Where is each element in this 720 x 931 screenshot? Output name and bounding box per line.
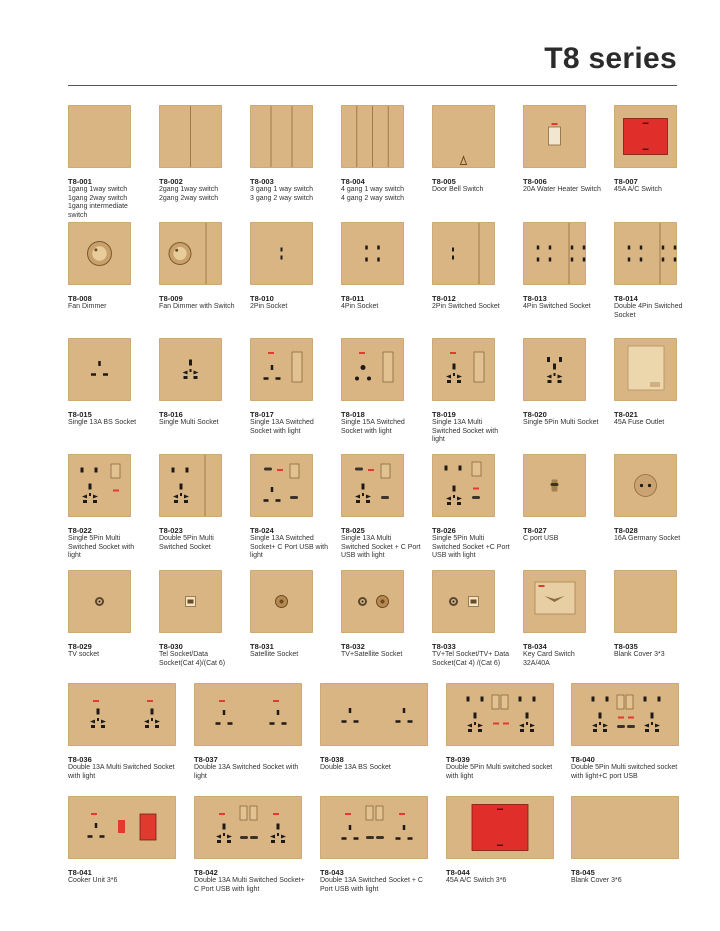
product-card xyxy=(159,570,226,679)
product-description: Double 13A BS Socket xyxy=(320,764,391,771)
product-card xyxy=(341,222,404,331)
product-face-icon xyxy=(446,683,554,746)
product-face-icon xyxy=(194,796,302,859)
product-face-icon xyxy=(571,683,679,746)
product-face-icon xyxy=(341,454,404,517)
product-description: TV+Tel Socket/TV+ Data Socket(Cat 4) /(Cat 6) xyxy=(432,651,510,667)
product-description: Double 5Pin Multi switched socket with light xyxy=(446,764,553,780)
product-description: Double 13A Multi Switched Socket+ C Port USB with light xyxy=(194,877,305,893)
product-description: Double 5Pin Multi Switched Socket xyxy=(159,535,214,551)
product-code: T8-014 xyxy=(614,294,638,303)
product-face-icon xyxy=(68,454,131,517)
product-code: T8-003 xyxy=(250,177,274,186)
product-card xyxy=(341,570,404,679)
product-face-icon xyxy=(159,570,222,633)
product-code: T8-031 xyxy=(250,642,274,651)
product-code: T8-044 xyxy=(446,868,470,877)
product-face-icon xyxy=(250,222,313,285)
product-description: 2gang 1way switch 2gang 2way switch xyxy=(159,186,219,202)
product-code: T8-043 xyxy=(320,868,344,877)
product-description: 20A Water Heater Switch xyxy=(523,186,601,193)
product-code: T8-033 xyxy=(432,642,456,651)
product-code: T8-005 xyxy=(432,177,456,186)
product-card xyxy=(432,105,495,214)
product-card xyxy=(523,105,601,214)
product-code: T8-024 xyxy=(250,526,274,535)
product-code: T8-015 xyxy=(68,410,92,419)
product-code: T8-029 xyxy=(68,642,92,651)
product-code: T8-022 xyxy=(68,526,92,535)
product-card xyxy=(341,454,421,563)
product-code: T8-040 xyxy=(571,755,595,764)
product-face-icon xyxy=(250,338,313,401)
product-description: 45A A/C Switch xyxy=(614,186,662,193)
page-title: T8 series xyxy=(544,42,677,75)
product-code: T8-002 xyxy=(159,177,183,186)
product-card xyxy=(614,222,683,331)
product-code: T8-042 xyxy=(194,868,218,877)
product-description: Single 13A Switched Socket+ C Port USB with light xyxy=(250,535,329,559)
product-card xyxy=(432,570,510,679)
product-card xyxy=(446,796,554,905)
product-face-icon xyxy=(432,454,495,517)
product-face-icon xyxy=(250,105,313,168)
product-card xyxy=(432,338,499,447)
product-face-icon xyxy=(68,338,131,401)
product-description: 1gang 1way switch 1gang 2way switch 1gang intermediate switch xyxy=(68,186,128,219)
product-card xyxy=(523,338,599,447)
product-description: Single 13A Multi Switched Socket with light xyxy=(432,419,499,443)
product-code: T8-011 xyxy=(341,294,365,303)
product-face-icon xyxy=(159,222,222,285)
product-card xyxy=(523,222,591,331)
product-face-icon xyxy=(194,683,302,746)
product-code: T8-027 xyxy=(523,526,547,535)
product-card xyxy=(159,105,222,214)
product-card xyxy=(614,105,677,214)
product-description: Single 13A BS Socket xyxy=(68,419,137,426)
product-card xyxy=(68,222,131,331)
product-card xyxy=(250,105,313,214)
product-code: T8-001 xyxy=(68,177,92,186)
product-face-icon xyxy=(68,222,131,285)
product-card xyxy=(320,796,428,905)
product-code: T8-017 xyxy=(250,410,274,419)
title-divider xyxy=(68,85,677,86)
product-code: T8-028 xyxy=(614,526,638,535)
product-face-icon xyxy=(614,570,677,633)
product-description: 45A A/C Switch 3*6 xyxy=(446,877,507,884)
product-code: T8-013 xyxy=(523,294,547,303)
product-description: Tel Socket/Data Socket(Cat 4)/(Cat 6) xyxy=(159,651,226,667)
product-card xyxy=(446,683,554,792)
product-code: T8-008 xyxy=(68,294,92,303)
product-face-icon xyxy=(614,454,677,517)
product-card xyxy=(614,454,681,563)
product-card xyxy=(614,570,677,679)
product-card xyxy=(341,105,404,214)
product-face-icon xyxy=(446,796,554,859)
product-card xyxy=(250,570,313,679)
product-description: Satellite Socket xyxy=(250,651,299,658)
product-description: Blank Cover 3*3 xyxy=(614,651,665,658)
product-description: Single 13A Multi Switched Socket + C Port USB with light xyxy=(341,535,421,559)
product-code: T8-039 xyxy=(446,755,470,764)
product-face-icon xyxy=(614,222,677,285)
product-face-icon xyxy=(571,796,679,859)
product-code: T8-026 xyxy=(432,526,456,535)
product-code: T8-007 xyxy=(614,177,638,186)
product-face-icon xyxy=(523,222,586,285)
product-face-icon xyxy=(320,683,428,746)
product-code: T8-019 xyxy=(432,410,456,419)
product-face-icon xyxy=(614,338,677,401)
product-card xyxy=(250,338,313,447)
product-description: 4 gang 1 way switch 4 gang 2 way switch xyxy=(341,186,405,202)
product-code: T8-038 xyxy=(320,755,344,764)
product-face-icon xyxy=(68,683,176,746)
product-face-icon xyxy=(159,105,222,168)
product-description: Single 5Pin Multi Switched Socket +C Port USB with light xyxy=(432,535,510,559)
product-face-icon xyxy=(341,570,404,633)
product-description: 16A Germany Socket xyxy=(614,535,681,542)
product-description: TV+Satellite Socket xyxy=(341,651,403,658)
product-description: TV socket xyxy=(68,651,100,658)
product-card xyxy=(250,454,329,563)
product-card xyxy=(68,683,176,792)
product-card xyxy=(68,338,137,447)
product-face-icon xyxy=(68,796,176,859)
product-description: Blank Cover 3*6 xyxy=(571,877,622,884)
product-description: Double 4Pin Switched Socket xyxy=(614,303,683,319)
product-description: 2Pin Switched Socket xyxy=(432,303,500,310)
product-description: Double 5Pin Multi switched socket with light+C port USB xyxy=(571,764,678,780)
product-description: 4Pin Socket xyxy=(341,303,379,310)
product-face-icon xyxy=(341,222,404,285)
product-code: T8-018 xyxy=(341,410,365,419)
product-code: T8-009 xyxy=(159,294,183,303)
product-card xyxy=(68,796,176,905)
product-code: T8-032 xyxy=(341,642,365,651)
product-face-icon xyxy=(341,338,404,401)
product-code: T8-045 xyxy=(571,868,595,877)
product-description: Key Card Switch 32A/40A xyxy=(523,651,575,667)
product-card xyxy=(68,105,131,219)
product-card xyxy=(250,222,313,331)
product-face-icon xyxy=(68,570,131,633)
product-face-icon xyxy=(523,454,586,517)
product-card xyxy=(614,338,677,447)
product-face-icon xyxy=(432,570,495,633)
product-description: Fan Dimmer with Switch xyxy=(159,303,235,310)
product-face-icon xyxy=(159,338,222,401)
product-card xyxy=(194,796,305,905)
product-code: T8-016 xyxy=(159,410,183,419)
product-face-icon xyxy=(614,105,677,168)
product-face-icon xyxy=(341,105,404,168)
product-face-icon xyxy=(159,454,222,517)
product-face-icon xyxy=(250,570,313,633)
product-card xyxy=(194,683,302,792)
product-code: T8-004 xyxy=(341,177,365,186)
product-code: T8-006 xyxy=(523,177,547,186)
product-card xyxy=(432,222,500,331)
product-code: T8-034 xyxy=(523,642,547,651)
product-card xyxy=(159,222,235,331)
product-code: T8-035 xyxy=(614,642,638,651)
product-card xyxy=(432,454,510,563)
product-description: Single 13A Switched Socket with light xyxy=(250,419,314,435)
product-description: C port USB xyxy=(523,535,559,542)
product-code: T8-037 xyxy=(194,755,218,764)
product-code: T8-010 xyxy=(250,294,274,303)
product-description: Double 13A Switched Socket with light xyxy=(194,764,299,780)
product-card xyxy=(68,454,135,563)
product-description: Single 5Pin Multi Switched Socket with light xyxy=(68,535,135,559)
product-face-icon xyxy=(250,454,313,517)
product-face-icon xyxy=(432,222,495,285)
product-face-icon xyxy=(68,105,131,168)
product-description: 3 gang 1 way switch 3 gang 2 way switch xyxy=(250,186,314,202)
product-card xyxy=(523,454,586,563)
product-card xyxy=(159,338,222,447)
product-card xyxy=(68,570,131,679)
product-face-icon xyxy=(432,338,495,401)
product-description: Double 13A Multi Switched Socket with light xyxy=(68,764,175,780)
product-code: T8-021 xyxy=(614,410,638,419)
product-code: T8-041 xyxy=(68,868,92,877)
product-description: Door Bell Switch xyxy=(432,186,484,193)
product-code: T8-012 xyxy=(432,294,456,303)
product-code: T8-025 xyxy=(341,526,365,535)
product-description: 45A Fuse Outlet xyxy=(614,419,665,426)
product-code: T8-036 xyxy=(68,755,92,764)
product-card xyxy=(159,454,222,563)
product-code: T8-023 xyxy=(159,526,183,535)
product-card xyxy=(523,570,586,679)
product-face-icon xyxy=(523,570,586,633)
product-description: Single 15A Switched Socket with light xyxy=(341,419,405,435)
product-face-icon xyxy=(523,105,586,168)
product-card xyxy=(571,796,679,905)
product-card xyxy=(320,683,428,792)
product-card xyxy=(571,683,679,792)
product-description: Double 13A Switched Socket + C Port USB with light xyxy=(320,877,423,893)
product-description: Single Multi Socket xyxy=(159,419,219,426)
product-description: 2Pin Socket xyxy=(250,303,288,310)
product-code: T8-030 xyxy=(159,642,183,651)
product-description: 4Pin Switched Socket xyxy=(523,303,591,310)
product-face-icon xyxy=(523,338,586,401)
product-description: Fan Dimmer xyxy=(68,303,107,310)
product-face-icon xyxy=(320,796,428,859)
product-face-icon xyxy=(432,105,495,168)
product-description: Cooker Unit 3*6 xyxy=(68,877,118,884)
product-card xyxy=(341,338,404,447)
product-description: Single 5Pin Multi Socket xyxy=(523,419,599,426)
product-code: T8-020 xyxy=(523,410,547,419)
